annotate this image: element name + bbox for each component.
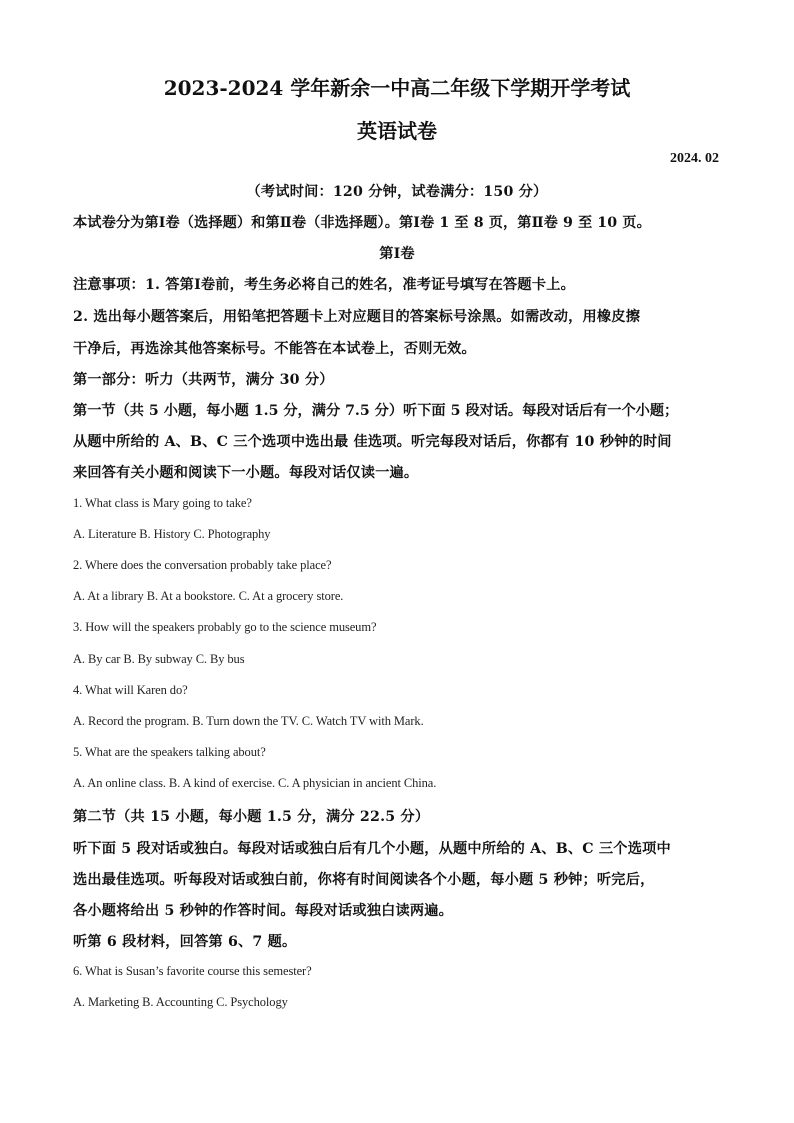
section1-line2: 从题中所给的 A、B、C 三个选项中选出最 佳选项。听完每段对话后，你都有 10 秒钟的时间 <box>73 434 672 450</box>
options-2: A. At a library B. At a bookstore. C. At a grocery store. <box>73 589 344 603</box>
section2-line2: 选出最佳选项。听每段对话或独白前，你将有时间阅读各个小题，每小题 5 秒钟；听完后， <box>73 872 655 888</box>
note-1: 注意事项：1. 答第Ⅰ卷前，考生务必将自己的姓名，准考证号填写在答题卡上。 <box>73 277 575 293</box>
section2-heading: 第二节（共 15 小题，每小题 1.5 分，满分 22.5 分） <box>73 809 430 825</box>
question-1: 1. What class is Mary going to take? <box>73 496 252 510</box>
note-2b: 干净后，再选涂其他答案标号。不能答在本试卷上，否则无效。 <box>73 341 476 357</box>
section1-line3: 来回答有关小题和阅读下一小题。每段对话仅读一遍。 <box>73 465 419 481</box>
exam-info: （考试时间：120 分钟，试卷满分：150 分） <box>246 184 548 200</box>
question-6: 6. What is Susan’s favorite course this semester? <box>73 964 312 978</box>
part-label: 第Ⅰ卷 <box>379 246 415 262</box>
exam-date: 2024. 02 <box>670 151 719 166</box>
part1-heading: 第一部分：听力（共两节，满分 30 分） <box>73 372 334 388</box>
section2-line1: 听下面 5 段对话或独白。每段对话或独白后有几个小题，从题中所给的 A、B、C 三个选项中 <box>73 841 671 857</box>
section1-line1: 第一节（共 5 小题，每小题 1.5 分，满分 7.5 分）听下面 5 段对话。每段对话后有一个小题； <box>73 403 679 419</box>
intro-text: 本试卷分为第Ⅰ卷（选择题）和第Ⅱ卷（非选择题）。第Ⅰ卷 1 至 8 页，第Ⅱ卷 9 至 10 页。 <box>73 215 651 231</box>
options-5: A. An online class. B. A kind of exercise. C. A physician in ancient China. <box>73 776 437 790</box>
options-1: A. Literature B. History C. Photography <box>73 527 271 541</box>
exam-subtitle: 英语试卷 <box>357 119 437 143</box>
question-4: 4. What will Karen do? <box>73 683 188 697</box>
question-5: 5. What are the speakers talking about? <box>73 745 266 759</box>
options-6: A. Marketing B. Accounting C. Psychology <box>73 995 288 1009</box>
question-2: 2. Where does the conversation probably take place? <box>73 558 332 572</box>
section2-line3: 各小题将给出 5 秒钟的作答时间。每段对话或独白读两遍。 <box>73 903 454 919</box>
material-6-heading: 听第 6 段材料，回答第 6、7 题。 <box>73 934 297 950</box>
exam-title: 2023-2024 学年新余一中高二年级下学期开学考试 <box>163 76 631 100</box>
options-4: A. Record the program. B. Turn down the TV. C. Watch TV with Mark. <box>73 714 424 728</box>
question-3: 3. How will the speakers probably go to the science museum? <box>73 620 377 634</box>
note-2a: 2. 选出每小题答案后，用铅笔把答题卡上对应题目的答案标号涂黑。如需改动，用橡皮擦 <box>73 309 641 325</box>
options-3: A. By car B. By subway C. By bus <box>73 652 245 666</box>
